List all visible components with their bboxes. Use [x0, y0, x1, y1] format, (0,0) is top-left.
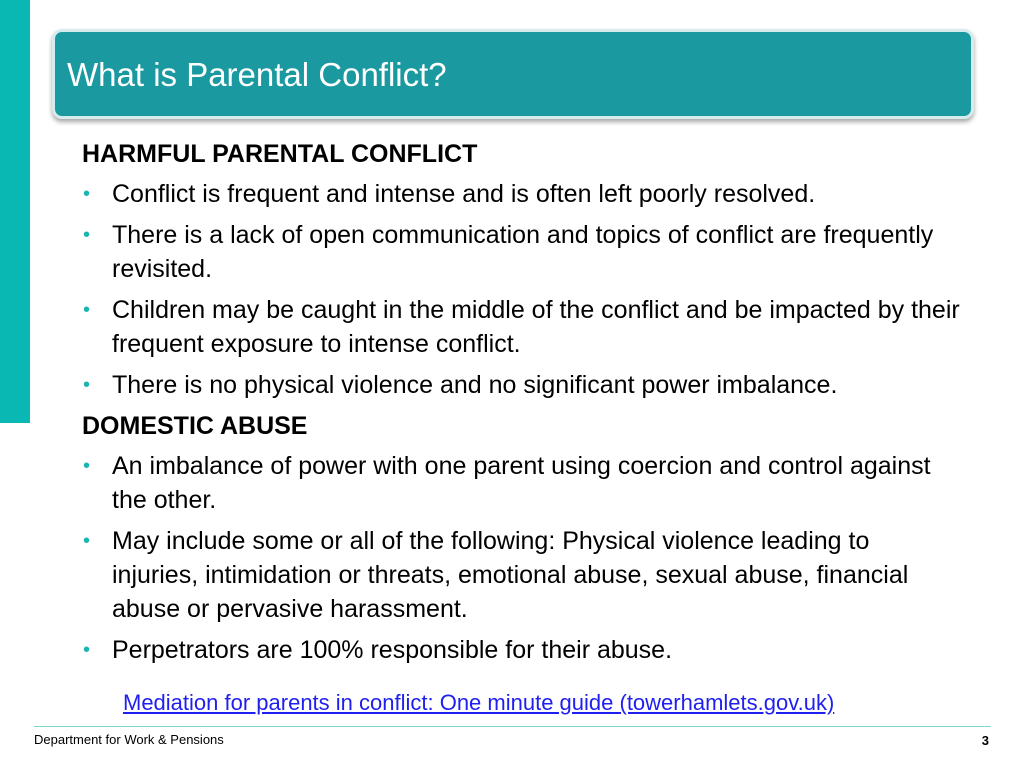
section-domestic-abuse — [82, 409, 962, 667]
section-harmful-parental-conflict — [82, 137, 962, 402]
footer-organisation: Department for Work & Pensions — [34, 732, 224, 747]
title-banner — [52, 29, 974, 119]
list-item — [82, 368, 962, 402]
list-item-text: Conflict is frequent and intense and is often left poorly resolved. — [112, 180, 816, 208]
list-item — [82, 177, 962, 211]
slide-title: What is Parental Conflict? — [67, 56, 447, 93]
bullet-icon: • — [83, 530, 91, 552]
bullet-list — [82, 177, 962, 402]
list-item-text: There is a lack of open communication and topics of conflict are frequently revisited. — [112, 221, 934, 283]
list-item-text: Perpetrators are 100% responsible for their abuse. — [112, 636, 673, 664]
list-item — [82, 449, 962, 517]
mediation-guide-link[interactable]: Mediation for parents in conflict: One minute guide (towerhamlets.gov.uk) — [123, 690, 835, 715]
list-item-text: There is no physical violence and no significant power imbalance. — [112, 371, 838, 399]
list-item-text: Children may be caught in the middle of the conflict and be impacted by their frequent exposure to intense conflict. — [112, 296, 960, 358]
side-accent-bar — [0, 0, 30, 423]
list-item — [82, 524, 962, 626]
list-item — [82, 218, 962, 286]
bullet-list — [82, 449, 962, 667]
page-number: 3 — [981, 733, 989, 748]
footer-divider — [34, 726, 991, 727]
bullet-icon: • — [83, 224, 91, 246]
slide-content — [82, 137, 962, 674]
bullet-icon: • — [83, 639, 91, 661]
section-heading: HARMFUL PARENTAL CONFLICT — [82, 140, 478, 168]
list-item-text: An imbalance of power with one parent using coercion and control against the other. — [112, 452, 931, 514]
list-item-text: May include some or all of the following: Physical violence leading to injuries, intimidation or threats, emotional abuse, sexual abuse, financial abuse or pervasive harassment. — [112, 527, 909, 623]
bullet-icon: • — [83, 374, 91, 396]
list-item — [82, 293, 962, 361]
bullet-icon: • — [83, 183, 91, 205]
list-item — [82, 633, 962, 667]
section-heading: DOMESTIC ABUSE — [82, 412, 308, 440]
bullet-icon: • — [83, 455, 91, 477]
bullet-icon: • — [83, 299, 91, 321]
